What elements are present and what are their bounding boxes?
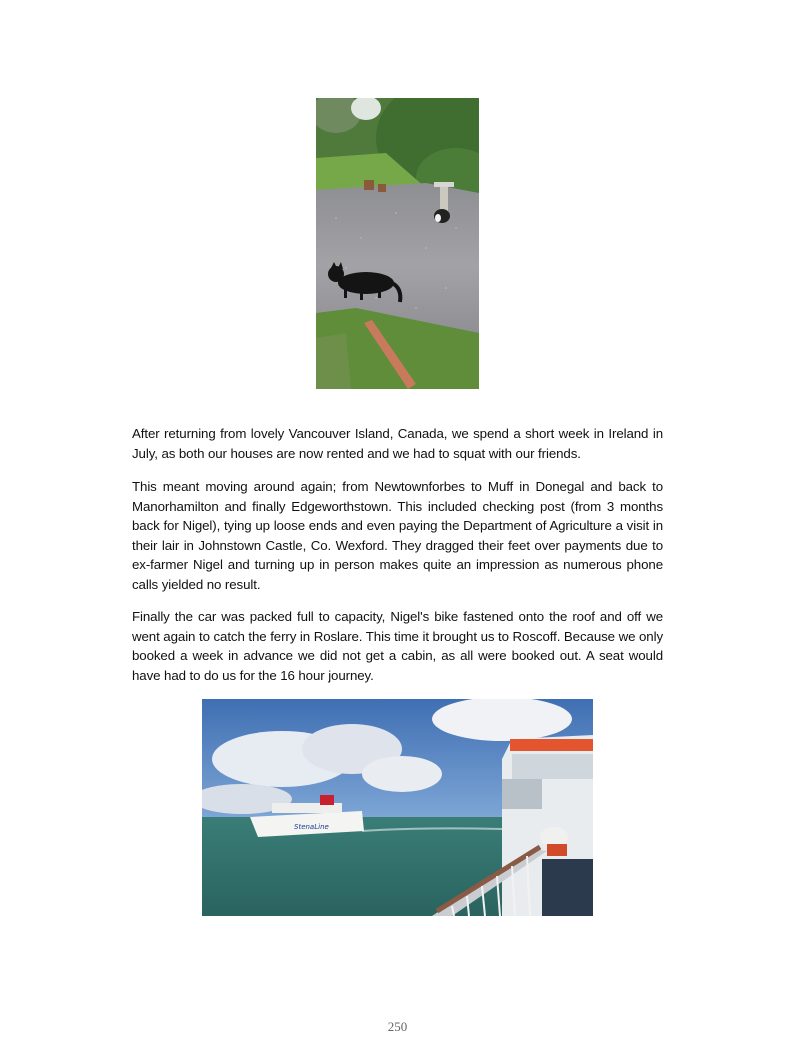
paragraph-text: This meant moving around again; from Newtownforbes to Muff in Donegal and back to Manorhamilton and finally Edgeworthstown. This included checking post (from 3 months back for Nigel), tying up loose ends and even paying the Department of Agriculture a visit in their lair in Johnstown Castle, Co. Wexford. They dragged their feet over payments due to ex-farmer Nigel and turning up in person makes quite an impression as numerous phone calls yielded no result. — [132, 479, 663, 592]
ferry-logo: StenaLine — [294, 823, 329, 831]
page-number: 250 — [387, 1019, 408, 1034]
paragraph-text: After returning from lovely Vancouver Island, Canada, we spend a short week in Ireland in July, as both our houses are now rented and we had to squat with our friends. — [132, 426, 663, 461]
paragraph-text: Finally the car was packed full to capacity, Nigel's bike fastened onto the roof and off we went again to catch the ferry in Roslare. This time it brought us to Roscoff. Because we only booked a week in advance we did not get a cabin, as all were booked out. A seat would have had to do us for the 16 hour journey. — [132, 609, 663, 683]
photo-cats-in-garden — [316, 98, 479, 389]
paragraph-2 — [132, 477, 663, 594]
paragraph-1 — [132, 424, 663, 463]
photo-ferry-at-sea — [202, 699, 593, 916]
paragraph-3 — [132, 607, 663, 685]
